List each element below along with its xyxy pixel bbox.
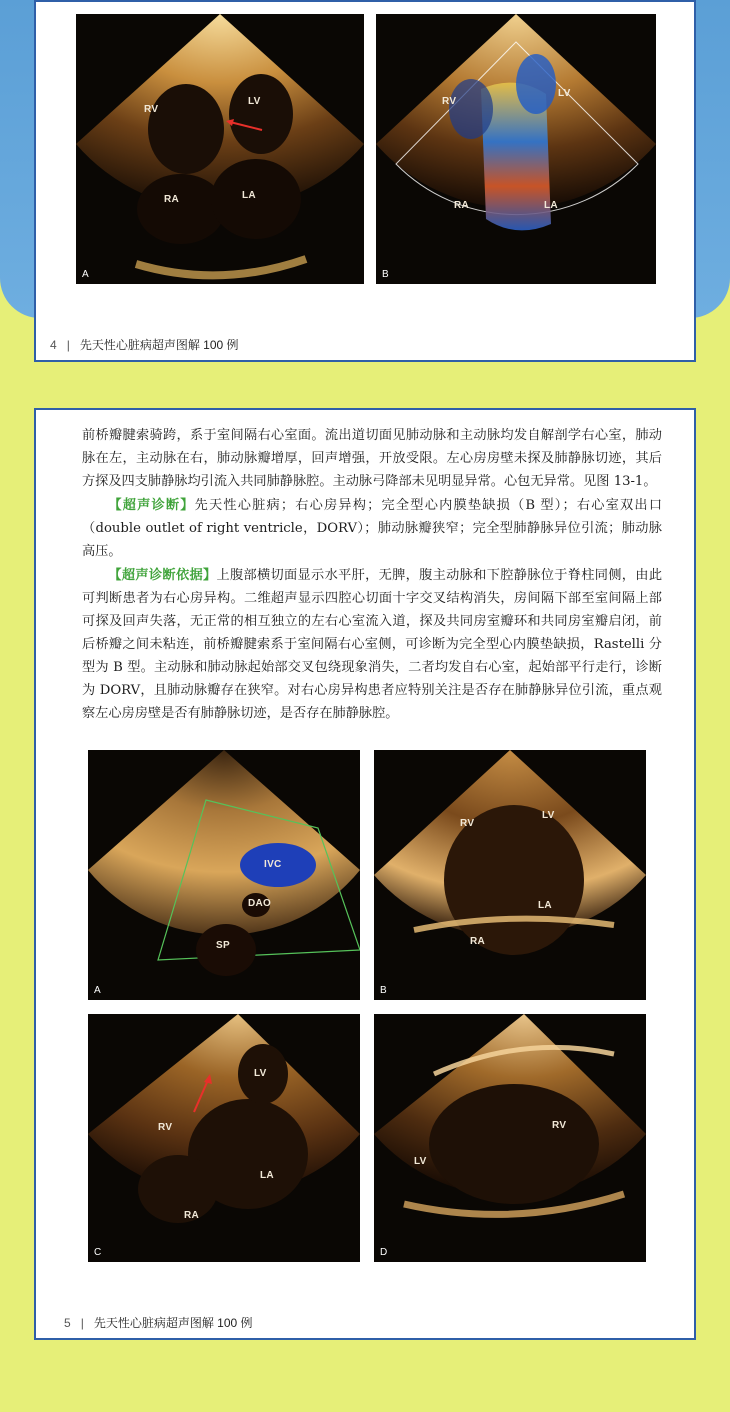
label-rv: RV (460, 818, 475, 829)
arrow-indicator (224, 116, 264, 136)
panel-letter: A (94, 985, 101, 996)
arrow-indicator (190, 1074, 214, 1114)
panel-letter: C (94, 1247, 102, 1258)
echo-abdominal-graphic (88, 750, 360, 1000)
label-la: LA (242, 190, 256, 201)
label-sp: SP (216, 940, 230, 951)
basis-text: 上腹部横切面显示水平肝，无脾，腹主动脉和下腔静脉位于脊柱同侧，由此可判断患者为右心房异构。二维超声显示四腔心切面十字交叉结构消失，房间隔下部至室间隔上部可探及回声失落，无正常的相互独立的左右心室流入道，探及共同房室瓣环和共同房室瓣启闭，前后桥瓣之间未粘连，前桥瓣腱索系于室间隔右心室侧，可诊断为完全型心内膜垫缺损，Rastelli 分型为 B 型。主动脉和肺动脉起始部交叉包绕现象消失，二者均发自右心室，起始部平行走行，诊断为 DORV，且肺动脉瓣存在狭窄。对右心房异构患者应特别关注是否存在肺静脉异位引流，重点观察左心房房壁是否有肺静脉切迹，是否存在肺静脉腔。 (82, 568, 663, 721)
echo-image-panel-b (374, 750, 646, 1000)
label-la: LA (538, 900, 552, 911)
echo-image-panel-a (88, 750, 360, 1000)
page-footer (50, 336, 239, 353)
label-lv: LV (542, 810, 555, 821)
label-ra: RA (164, 194, 180, 205)
footer-separator: | (80, 1316, 84, 1330)
panel-letter: A (82, 269, 89, 280)
paragraph-findings: 前桥瓣腱索骑跨，系于室间隔右心室面。流出道切面见肺动脉和主动脉均发自解剖学右心室，肺动脉在左，主动脉在右，肺动脉瓣增厚，回声增强，开放受限。左心房房壁未探及肺静脉切迹，其后方探及四支肺静脉均引流入共同肺静脉腔。主动脉弓降部未见明显异常。心包无异常。见图 13-1。 (82, 428, 662, 489)
book-page-bottom (34, 408, 696, 1340)
panel-letter: D (380, 1247, 388, 1258)
label-ra: RA (470, 936, 486, 947)
panel-letter: B (382, 269, 389, 280)
label-ivc: IVC (264, 859, 282, 870)
echo-doppler-graphic (376, 14, 656, 284)
page-footer (64, 1314, 253, 1331)
book-title: 先天性心脏病超声图解 100 例 (79, 338, 239, 352)
echo-image-panel-a (76, 14, 364, 284)
echo-four-chamber-graphic (374, 750, 646, 1000)
paragraph-diagnosis (82, 493, 662, 563)
label-rv: RV (158, 1122, 173, 1133)
echo-sector-graphic (76, 14, 364, 284)
label-ra: RA (184, 1210, 200, 1221)
label-lv: LV (248, 96, 261, 107)
label-lv: LV (414, 1156, 427, 1167)
label-rv: RV (552, 1120, 567, 1131)
book-page-top (34, 0, 696, 362)
echo-four-chamber-graphic (88, 1014, 360, 1262)
label-lv: LV (254, 1068, 267, 1079)
paragraph-basis (82, 563, 662, 725)
diagnosis-heading: 【超声诊断】 (108, 497, 195, 512)
label-lv: LV (558, 88, 571, 99)
page-number: 5 (64, 1316, 71, 1330)
label-rv: RV (442, 96, 457, 107)
diagnosis-text: 先天性心脏病；右心房异构；完全型心内膜垫缺损（B 型）；右心室双出口（double outlet of right ventricle，DORV）；肺动脉瓣狭窄；完全型肺静脉异位引流；肺动脉高压。 (82, 498, 663, 559)
echo-short-axis-graphic (374, 1014, 646, 1262)
label-rv: RV (144, 104, 159, 115)
label-la: LA (260, 1170, 274, 1181)
basis-heading: 【超声诊断依据】 (108, 567, 217, 582)
book-title: 先天性心脏病超声图解 100 例 (93, 1316, 253, 1330)
panel-letter: B (380, 985, 387, 996)
label-la: LA (544, 200, 558, 211)
page-number: 4 (50, 338, 57, 352)
echo-image-panel-b (376, 14, 656, 284)
label-ra: RA (454, 200, 470, 211)
label-dao: DAO (248, 898, 272, 909)
footer-separator: | (66, 338, 70, 352)
echo-image-panel-d (374, 1014, 646, 1262)
echo-image-panel-c (88, 1014, 360, 1262)
body-text (82, 424, 662, 725)
